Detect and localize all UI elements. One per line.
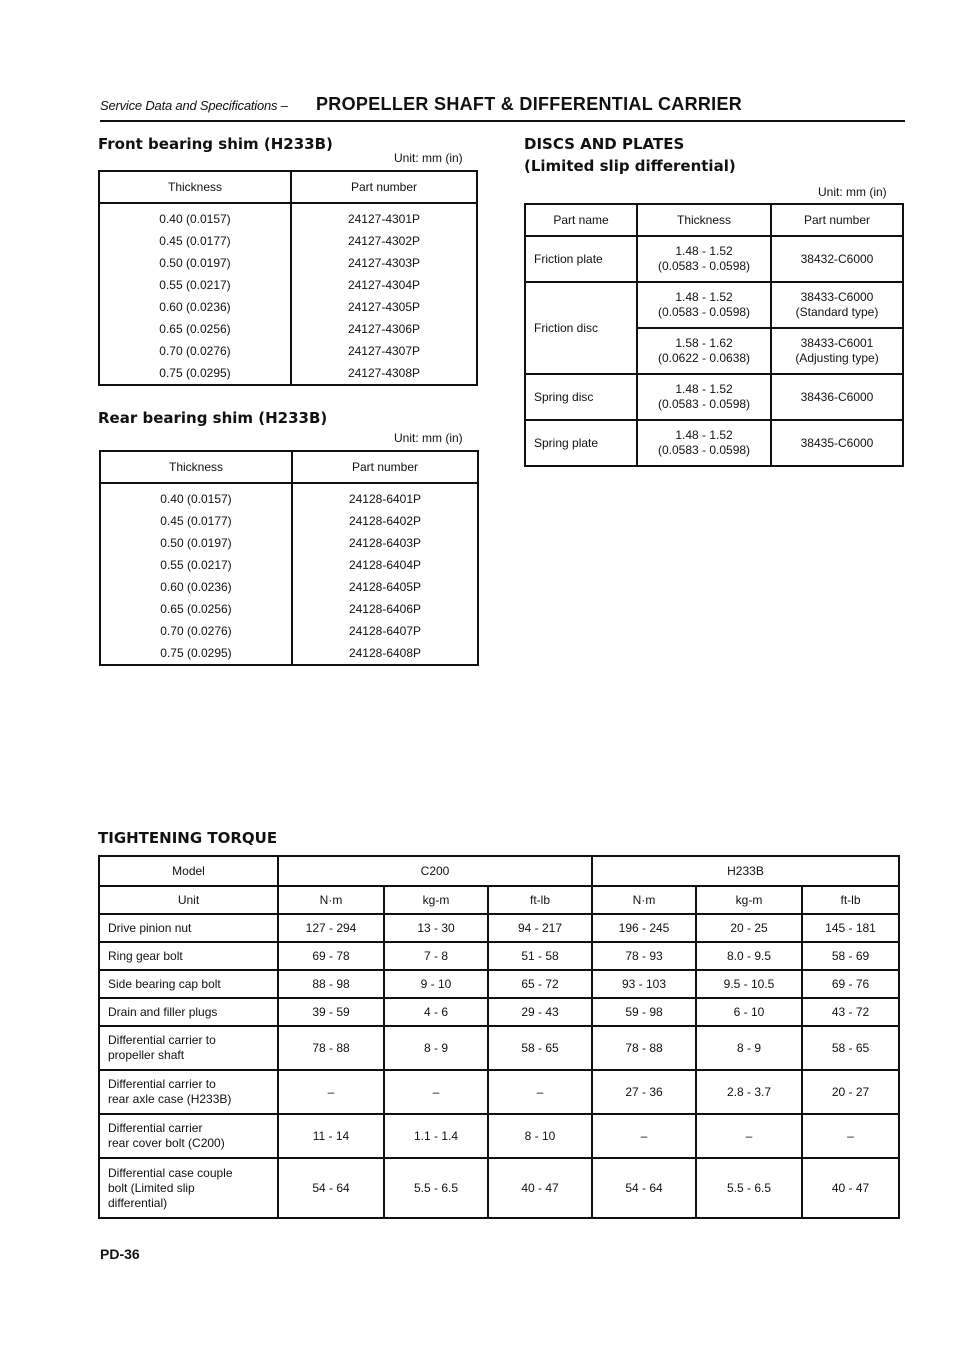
- fastener-label-line: Differential case couple: [108, 1165, 233, 1180]
- thickness-cell: 0.75 (0.0295): [99, 362, 291, 385]
- torque-value: 39 - 59: [278, 998, 384, 1026]
- fastener-label: [99, 1026, 278, 1070]
- table-header-row: [99, 171, 477, 203]
- front-shim-table: [98, 170, 478, 386]
- part-number-cell: 24127-4302P: [291, 230, 477, 252]
- table-header-row: [525, 204, 903, 236]
- table-row: [99, 970, 899, 998]
- torque-value: 40 - 47: [802, 1158, 899, 1218]
- discs-title-line1: DISCS AND PLATES: [524, 135, 685, 153]
- torque-value: 20 - 27: [802, 1070, 899, 1114]
- torque-rows: [99, 914, 899, 1218]
- torque-value: 59 - 98: [592, 998, 696, 1026]
- torque-value: 6 - 10: [696, 998, 802, 1026]
- torque-value: 40 - 47: [488, 1158, 592, 1218]
- part-number-cell: 38433-C6001 (Adjusting type): [771, 328, 903, 374]
- torque-value: 9.5 - 10.5: [696, 970, 802, 998]
- table-row: [99, 230, 477, 252]
- unit-cell: N·m: [592, 886, 696, 914]
- page-header: [100, 94, 905, 122]
- thickness-cell: 0.55 (0.0217): [100, 554, 292, 576]
- torque-value: 20 - 25: [696, 914, 802, 942]
- fastener-label-line: Drive pinion nut: [108, 920, 192, 935]
- discs-table: [524, 203, 904, 467]
- table-row: [525, 374, 903, 420]
- column-header-thickness: Thickness: [100, 451, 292, 483]
- unit-row: [99, 886, 899, 914]
- fastener-label-line: Side bearing cap bolt: [108, 976, 221, 991]
- table-row: [99, 274, 477, 296]
- table-row: [99, 296, 477, 318]
- unit-cell: ft-lb: [488, 886, 592, 914]
- rear-shim-title: Rear bearing shim (H233B): [98, 409, 328, 427]
- torque-value: 93 - 103: [592, 970, 696, 998]
- table-row: [99, 998, 899, 1026]
- torque-value: 54 - 64: [278, 1158, 384, 1218]
- fastener-label-line: Differential carrier to: [108, 1077, 216, 1091]
- fastener-label: [99, 1070, 278, 1114]
- discs-unit: Unit: mm (in): [818, 185, 887, 199]
- unit-cell: ft-lb: [802, 886, 899, 914]
- part-number-cell: 24127-4308P: [291, 362, 477, 385]
- torque-value: –: [802, 1114, 899, 1158]
- header-subtitle: Service Data and Specifications –: [100, 98, 288, 113]
- table-row: [99, 1026, 899, 1070]
- thickness-cell: 1.58 - 1.62 (0.0622 - 0.0638): [637, 328, 771, 374]
- rear-shim-rows: [100, 483, 478, 665]
- torque-value: –: [592, 1114, 696, 1158]
- thickness-cell: 0.40 (0.0157): [100, 483, 292, 510]
- table-row: [99, 318, 477, 340]
- thickness-cell: 0.60 (0.0236): [100, 576, 292, 598]
- torque-value: 58 - 69: [802, 942, 899, 970]
- column-header-part-number: Part number: [292, 451, 478, 483]
- table-row: [99, 942, 899, 970]
- fastener-label: [99, 1158, 278, 1218]
- thickness-cell: 0.70 (0.0276): [99, 340, 291, 362]
- front-shim-unit: Unit: mm (in): [394, 151, 463, 165]
- table-row: [99, 914, 899, 942]
- table-row: [100, 483, 478, 510]
- torque-value: 196 - 245: [592, 914, 696, 942]
- torque-value: 8 - 9: [696, 1026, 802, 1070]
- unit-label: Unit: [99, 886, 278, 914]
- thickness-cell: 0.55 (0.0217): [99, 274, 291, 296]
- thickness-cell: 1.48 - 1.52 (0.0583 - 0.0598): [637, 420, 771, 466]
- torque-value: 78 - 88: [592, 1026, 696, 1070]
- page-number: PD-36: [100, 1246, 140, 1262]
- torque-value: –: [696, 1114, 802, 1158]
- torque-value: 78 - 88: [278, 1026, 384, 1070]
- thickness-cell: 1.48 - 1.52 (0.0583 - 0.0598): [637, 374, 771, 420]
- part-number-cell: 24127-4306P: [291, 318, 477, 340]
- table-row: [99, 1070, 899, 1114]
- torque-value: 65 - 72: [488, 970, 592, 998]
- part-number-cell: 24127-4301P: [291, 203, 477, 230]
- column-header-part-name: Part name: [525, 204, 637, 236]
- part-number-cell: 24128-6402P: [292, 510, 478, 532]
- torque-value: 78 - 93: [592, 942, 696, 970]
- torque-value: 9 - 10: [384, 970, 488, 998]
- table-row: [99, 203, 477, 230]
- part-name-cell: Friction plate: [525, 236, 637, 282]
- thickness-cell: 0.65 (0.0256): [99, 318, 291, 340]
- fastener-label-line: Differential carrier: [108, 1121, 203, 1135]
- part-number-cell: 24127-4303P: [291, 252, 477, 274]
- thickness-cell: 0.75 (0.0295): [100, 642, 292, 665]
- table-row: [100, 554, 478, 576]
- column-header-thickness: Thickness: [637, 204, 771, 236]
- part-number-cell: 38435-C6000: [771, 420, 903, 466]
- fastener-label: [99, 942, 278, 970]
- column-header-part-number: Part number: [291, 171, 477, 203]
- model-h233b: H233B: [592, 856, 899, 886]
- unit-cell: kg-m: [384, 886, 488, 914]
- fastener-label: [99, 998, 278, 1026]
- part-number-cell: 24127-4304P: [291, 274, 477, 296]
- fastener-label-line: propeller shaft: [108, 1048, 185, 1062]
- column-header-part-number: Part number: [771, 204, 903, 236]
- table-row: [99, 340, 477, 362]
- part-number-cell: 24128-6404P: [292, 554, 478, 576]
- thickness-cell: 0.45 (0.0177): [100, 510, 292, 532]
- thickness-cell: 0.50 (0.0197): [100, 532, 292, 554]
- part-number-cell: 24128-6407P: [292, 620, 478, 642]
- thickness-cell: 0.60 (0.0236): [99, 296, 291, 318]
- unit-cell: N·m: [278, 886, 384, 914]
- model-c200: C200: [278, 856, 592, 886]
- torque-value: 29 - 43: [488, 998, 592, 1026]
- torque-value: 145 - 181: [802, 914, 899, 942]
- unit-cell: kg-m: [696, 886, 802, 914]
- table-row: [100, 598, 478, 620]
- fastener-label-line: rear axle case (H233B): [108, 1092, 232, 1106]
- fastener-label-line: Differential carrier to: [108, 1033, 216, 1047]
- torque-value: 69 - 76: [802, 970, 899, 998]
- table-row: [100, 510, 478, 532]
- table-row: [525, 282, 903, 328]
- part-number-cell: 24127-4305P: [291, 296, 477, 318]
- torque-value: 1.1 - 1.4: [384, 1114, 488, 1158]
- torque-value: 11 - 14: [278, 1114, 384, 1158]
- torque-table: [98, 855, 900, 1219]
- part-number-cell: 24127-4307P: [291, 340, 477, 362]
- table-row: [100, 532, 478, 554]
- thickness-cell: 0.45 (0.0177): [99, 230, 291, 252]
- part-number-cell: 24128-6406P: [292, 598, 478, 620]
- part-name-cell: Spring plate: [525, 420, 637, 466]
- torque-value: –: [384, 1070, 488, 1114]
- table-row: [525, 420, 903, 466]
- table-row: [99, 252, 477, 274]
- torque-value: 51 - 58: [488, 942, 592, 970]
- fastener-label: [99, 914, 278, 942]
- fastener-label-line: bolt (Limited slip: [108, 1180, 195, 1195]
- torque-value: 7 - 8: [384, 942, 488, 970]
- part-number-cell: 38432-C6000: [771, 236, 903, 282]
- thickness-cell: 0.40 (0.0157): [99, 203, 291, 230]
- torque-value: –: [488, 1070, 592, 1114]
- front-shim-title: Front bearing shim (H233B): [98, 135, 333, 153]
- table-header-row: [100, 451, 478, 483]
- torque-value: 43 - 72: [802, 998, 899, 1026]
- front-shim-rows: [99, 203, 477, 385]
- torque-value: 58 - 65: [802, 1026, 899, 1070]
- table-row: [525, 236, 903, 282]
- torque-value: 8 - 9: [384, 1026, 488, 1070]
- fastener-label: [99, 1114, 278, 1158]
- part-name-cell: Friction disc: [525, 282, 637, 374]
- fastener-label-line: rear cover bolt (C200): [108, 1136, 225, 1150]
- thickness-cell: 1.48 - 1.52 (0.0583 - 0.0598): [637, 282, 771, 328]
- part-number-cell: 24128-6401P: [292, 483, 478, 510]
- table-row: [100, 620, 478, 642]
- torque-value: 5.5 - 6.5: [384, 1158, 488, 1218]
- part-number-cell: 24128-6403P: [292, 532, 478, 554]
- torque-value: –: [278, 1070, 384, 1114]
- table-row: [99, 362, 477, 385]
- torque-value: 54 - 64: [592, 1158, 696, 1218]
- torque-value: 27 - 36: [592, 1070, 696, 1114]
- torque-value: 2.8 - 3.7: [696, 1070, 802, 1114]
- fastener-label-line: Ring gear bolt: [108, 948, 183, 963]
- torque-value: 127 - 294: [278, 914, 384, 942]
- thickness-cell: 0.65 (0.0256): [100, 598, 292, 620]
- table-row: [100, 576, 478, 598]
- part-number-cell: 24128-6405P: [292, 576, 478, 598]
- table-row: [100, 642, 478, 665]
- model-row: [99, 856, 899, 886]
- header-title: PROPELLER SHAFT & DIFFERENTIAL CARRIER: [316, 94, 743, 114]
- part-number-cell: 38436-C6000: [771, 374, 903, 420]
- torque-value: 8.0 - 9.5: [696, 942, 802, 970]
- fastener-label: [99, 970, 278, 998]
- torque-value: 88 - 98: [278, 970, 384, 998]
- torque-title: TIGHTENING TORQUE: [98, 829, 278, 847]
- table-row: [99, 1158, 899, 1218]
- fastener-label-line: differential): [108, 1195, 168, 1210]
- torque-value: 94 - 217: [488, 914, 592, 942]
- torque-value: 69 - 78: [278, 942, 384, 970]
- torque-value: 4 - 6: [384, 998, 488, 1026]
- rear-shim-table: [99, 450, 479, 666]
- part-number-cell: 38433-C6000 (Standard type): [771, 282, 903, 328]
- torque-value: 5.5 - 6.5: [696, 1158, 802, 1218]
- part-number-cell: 24128-6408P: [292, 642, 478, 665]
- table-row: [99, 1114, 899, 1158]
- thickness-cell: 0.70 (0.0276): [100, 620, 292, 642]
- torque-value: 58 - 65: [488, 1026, 592, 1070]
- fastener-label-line: Drain and filler plugs: [108, 1004, 218, 1019]
- thickness-cell: 1.48 - 1.52 (0.0583 - 0.0598): [637, 236, 771, 282]
- rear-shim-unit: Unit: mm (in): [394, 431, 463, 445]
- model-label: Model: [99, 856, 278, 886]
- discs-title-line2: (Limited slip differential): [524, 157, 736, 175]
- torque-value: 8 - 10: [488, 1114, 592, 1158]
- thickness-cell: 0.50 (0.0197): [99, 252, 291, 274]
- column-header-thickness: Thickness: [99, 171, 291, 203]
- torque-value: 13 - 30: [384, 914, 488, 942]
- part-name-cell: Spring disc: [525, 374, 637, 420]
